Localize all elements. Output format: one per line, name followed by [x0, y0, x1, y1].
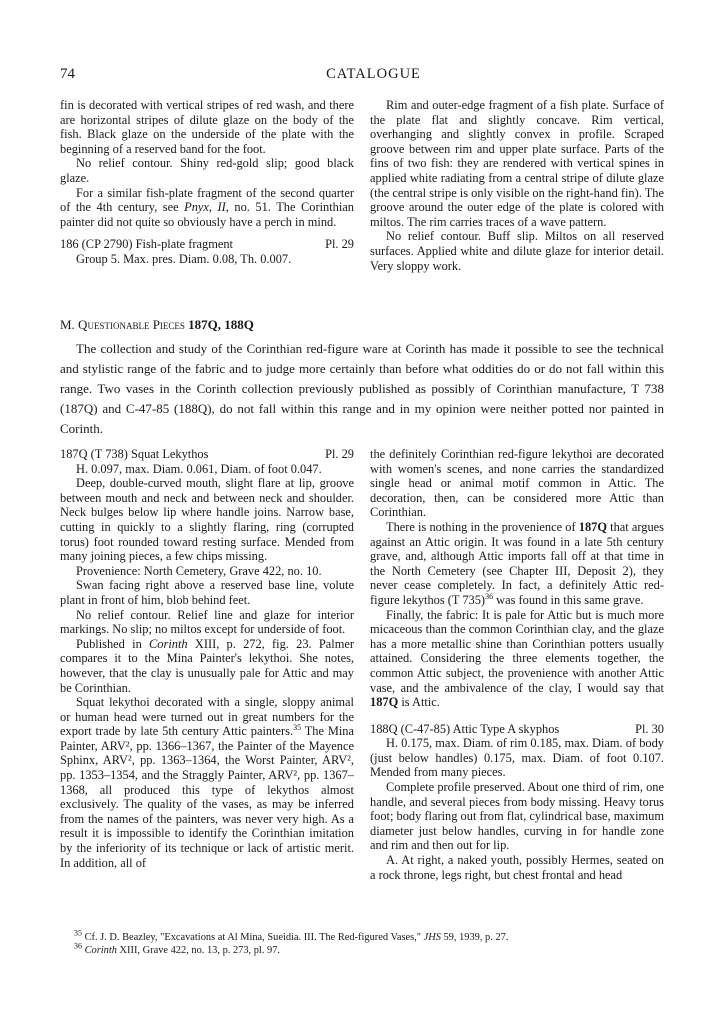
paragraph: Complete profile preserved. About one third of rim, one handle, and several pieces from body missing. Heavy torus foot; body flaring out from flat, cylindrical base, maximum diameter just below handles, curving in for handle zone and rim and then out for lip.: [370, 780, 664, 853]
section-heading: M. Questionable Pieces 187Q, 188Q: [60, 317, 254, 332]
footnote-ref: 35: [293, 723, 302, 733]
paragraph: For a similar fish-plate fragment of the second quarter of the 4th century, see Pnyx, II, no. 51. The Corinthian painter did not quite so obviously have a perch in mind.: [60, 185, 354, 229]
entry-heading-188q: 188Q (C-47-85) Attic Type A skyphos Pl. 30: [370, 721, 664, 736]
left-column: [60, 447, 354, 870]
top-right-column: [370, 98, 664, 273]
paragraph: Squat lekythoi decorated with a single, sloppy animal or human head were turned out in great numbers for the export trade by late 5th century Attic painters.$^{35}$ The Mina Painter, ARV², pp. 1366–1367, the Painter of the Mayence Sphinx, ARV², pp. 1363–1364, the Worst Painter, ARV², pp. 1353–1354, and the Straggly Painter, ARV², pp. 1367–1368, all produced this type of lekythos almost exclusively. The quality of the vases, as may be inferred from the names of the painters, was never very high. As a result it is impossible to identify the Corinthian imitation by the inferiority of its technique or lack of artistic merit. In addition, all of: [60, 695, 355, 870]
footnote-35: $^{35}$ Cf. J. D. Beazley, "Excavations at Al Mina, Sueidia. III. The Red-figured Vases," JHS 59, 1939, p. 27.: [74, 928, 509, 943]
paragraph: A. At right, a naked youth, possibly Hermes, seated on a rock throne, legs right, but chest frontal and head: [370, 853, 664, 882]
right-column: [370, 447, 664, 882]
paragraph: Rim and outer-edge fragment of a fish plate. Surface of the plate flat and slightly concave. Rim vertical, overhanging and slightly convex in profile. Scraped groove between rim and upper plate surface. Parts of the fins of two fish: they are rendered with vertical spines in applied white radiating from a central stripe of dilute glaze (the central stripe is only visible on the right-hand fin). The groove around the outer edge of the plate is colored with miltos. The rim carries traces of a wave pattern.: [370, 98, 664, 229]
entry-dimensions: H. 0.097, max. Diam. 0.061, Diam. of foot 0.047.: [76, 461, 322, 476]
paragraph: No relief contour. Relief line and glaze for interior markings. No slip; no miltos except for underside of foot.: [60, 607, 354, 637]
citation: Pnyx, II: [184, 200, 226, 215]
entry-heading-186: 186 (CP 2790) Fish-plate fragment Pl. 29: [60, 237, 354, 252]
page-number: 74: [60, 66, 75, 82]
footnotes: [60, 928, 664, 957]
paragraph: There is nothing in the provenience of 187Q that argues against an Attic origin. It was found in a late 5th century grave, and, although Attic imports fall off at that time in the North Cemetery (see Chapter III, Deposit 2), they never cease completely. In fact, a definitely Attic red-figure lekythos (T 735)$^{36}$ was found in this same grave.: [370, 519, 665, 607]
paragraph: Deep, double-curved mouth, slight flare at lip, groove between mouth and neck and between neck and shoulder. Neck bulges below lip where handle joins. Narrow base, cutting in quickly to a slightly flaring, ring (corrupted torus) foot rounded toward resting surface. Mended from many joining pieces, a few chips missing.: [60, 476, 354, 564]
paragraph: Provenience: North Cemetery, Grave 422, no. 10.: [76, 563, 322, 578]
paragraph: Finally, the fabric: It is pale for Attic but is much more micaceous than the common Corinthian clay, and the glaze has a more metallic shine than Corinthian potters usually attained. Considering the three elements together, the common Attic subject, the provenience with another Attic vase, and the ambivalence of the clay, I would say that 187Q is Attic.: [370, 607, 664, 710]
entry-heading-187q: 187Q (T 738) Squat Lekythos Pl. 29: [60, 447, 354, 461]
running-title: CATALOGUE: [326, 66, 421, 82]
section-intro: The collection and study of the Corinthian red-figure ware at Corinth has made it possible to see the technical and stylistic range of the fabric and to judge more certainly than before what oddities do or do not fall within this range. Two vases in the Corinth collection previously published as possibly of Corinthian manufacture, T 738 (187Q) and C-47-85 (188Q), do not fall within this range and in my opinion were neither potted nor painted in Corinth.: [60, 341, 664, 436]
footnote-36: $^{36}$ Corinth XIII, Grave 422, no. 13, p. 273, pl. 97.: [74, 941, 281, 956]
top-left-column: [60, 98, 354, 267]
paragraph: Swan facing right above a reserved base line, volute plant in front of him, blob behind feet.: [60, 578, 354, 607]
paragraph: No relief contour. Buff slip. Miltos on all reserved surfaces. Applied white and dilute glaze for interior detail. Very sloppy work.: [370, 229, 664, 273]
footnote-ref: 36: [485, 591, 494, 601]
entry-dimensions: H. 0.175, max. Diam. of rim 0.185, max. Diam. of body (just below handles) 0.175, max. Diam. of foot 0.107. Mended from many pieces.: [370, 736, 664, 780]
paragraph: the definitely Corinthian red-figure lekythoi are decorated with women's scenes, and none carries the standardized single head or animal motif common in Attic. The decoration, then, can be considered more Attic than Corinthian.: [370, 447, 664, 520]
paragraph: No relief contour. Shiny red-gold slip; good black glaze.: [60, 156, 354, 185]
paragraph: Published in Corinth XIII, p. 272, fig. 23. Palmer compares it to the Mina Painter's lekythoi. She notes, however, that the clay is unusually pale for Attic and may be Corinthian.: [60, 636, 355, 695]
entry-dimensions: Group 5. Max. pres. Diam. 0.08, Th. 0.007.: [76, 251, 292, 266]
paragraph: fin is decorated with vertical stripes of red wash, and there are horizontal stripes of dilute glaze on the body of the fish. Black glaze on the underside of the plate with the beginning of a reserved band for the foot.: [60, 98, 354, 156]
